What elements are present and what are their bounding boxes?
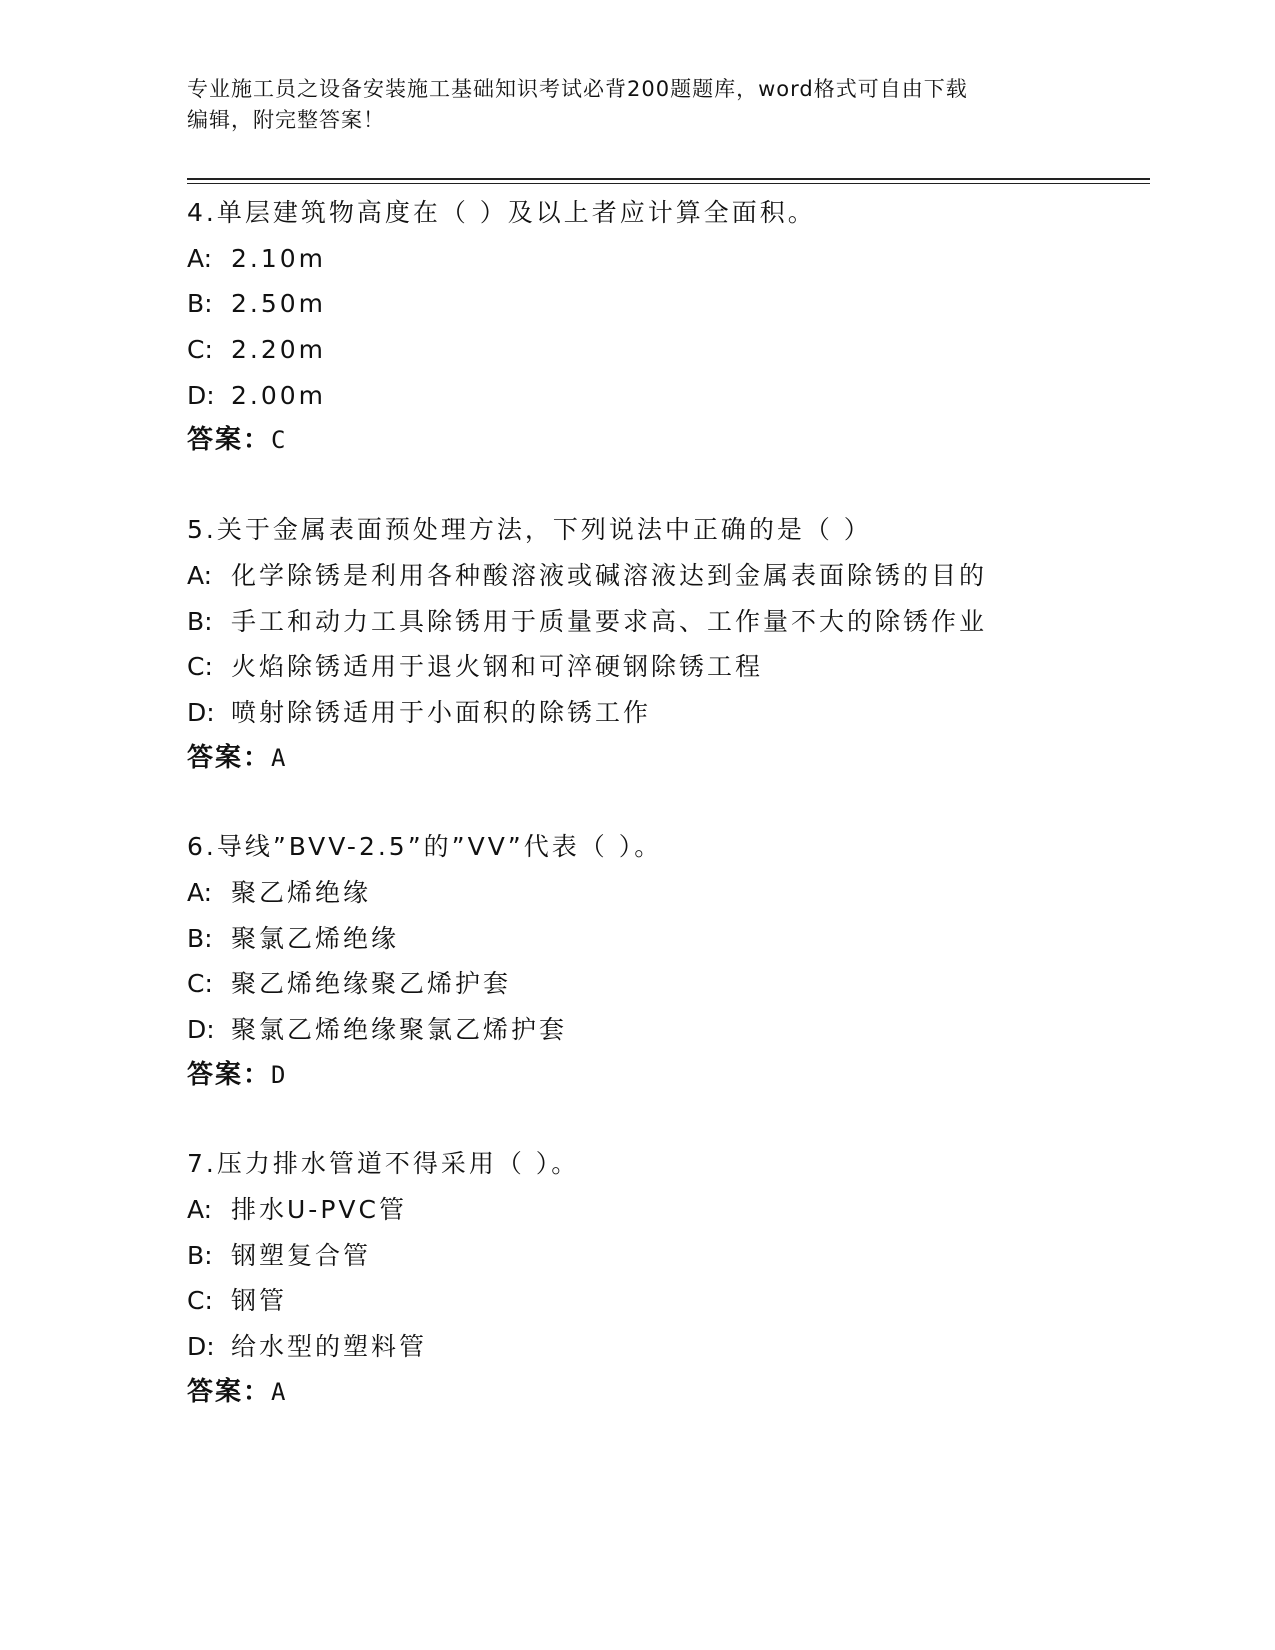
option-row bbox=[187, 961, 1147, 1007]
question-block bbox=[187, 1141, 1147, 1415]
question-block bbox=[187, 507, 1147, 781]
option-text: 聚氯乙烯绝缘聚氯乙烯护套 bbox=[231, 1015, 568, 1044]
option-row bbox=[187, 1187, 1147, 1233]
option-row bbox=[187, 644, 1147, 690]
option-text: 2.20m bbox=[231, 335, 327, 365]
option-letter: A: bbox=[187, 560, 213, 590]
option-text: 钢管 bbox=[231, 1286, 288, 1316]
option-text: 排水U-PVC管 bbox=[231, 1195, 407, 1225]
option-letter: B: bbox=[187, 606, 213, 636]
option-letter: C: bbox=[187, 652, 213, 682]
option-letter: D: bbox=[187, 1332, 215, 1362]
answer-value: D bbox=[271, 1060, 288, 1089]
question-stem: 7.压力排水管道不得采用（ ）。 bbox=[187, 1149, 580, 1179]
option-letter: A: bbox=[187, 243, 213, 273]
option-row bbox=[187, 1007, 1147, 1053]
header-line-1: 专业施工员之设备安装施工基础知识考试必背200题题库，word格式可自由下载 bbox=[187, 77, 968, 101]
option-row bbox=[187, 690, 1147, 736]
option-letter: B: bbox=[187, 289, 213, 319]
option-letter: C: bbox=[187, 335, 213, 365]
option-letter: B: bbox=[187, 1240, 213, 1270]
option-text: 化学除锈是利用各种酸溶液或碱溶液达到金属表面除锈的目的 bbox=[231, 560, 988, 590]
question-list bbox=[187, 190, 1147, 1459]
option-row bbox=[187, 870, 1147, 916]
option-row bbox=[187, 1324, 1147, 1370]
header-divider-thin bbox=[187, 183, 1150, 184]
option-letter: D: bbox=[187, 697, 215, 727]
question-block bbox=[187, 824, 1147, 1098]
header-divider-thick bbox=[187, 178, 1150, 180]
option-row bbox=[187, 916, 1147, 962]
option-row bbox=[187, 281, 1147, 327]
option-text: 2.00m bbox=[231, 380, 327, 410]
answer-row bbox=[187, 418, 1147, 464]
option-letter: B: bbox=[187, 923, 213, 953]
header-line-2: 编辑，附完整答案！ bbox=[187, 108, 385, 132]
answer-label: 答案： bbox=[187, 1376, 272, 1407]
answer-value: C bbox=[271, 426, 288, 455]
question-stem: 6.导线”BVV-2.5”的”VV”代表（ ）。 bbox=[187, 832, 663, 862]
question-block bbox=[187, 190, 1147, 464]
option-text: 聚乙烯绝缘 bbox=[231, 877, 372, 907]
answer-value: A bbox=[271, 743, 288, 772]
option-text: 2.50m bbox=[231, 289, 327, 319]
option-text: 聚乙烯绝缘聚乙烯护套 bbox=[231, 969, 512, 999]
document-header bbox=[187, 74, 1067, 136]
answer-row bbox=[187, 1053, 1147, 1099]
answer-label: 答案： bbox=[187, 1059, 272, 1090]
question-stem: 4.单层建筑物高度在（ ）及以上者应计算全面积。 bbox=[187, 198, 816, 227]
answer-value: A bbox=[271, 1377, 288, 1406]
option-letter: A: bbox=[187, 877, 213, 907]
option-text: 2.10m bbox=[231, 243, 327, 273]
option-letter: D: bbox=[187, 380, 215, 410]
answer-row bbox=[187, 1370, 1147, 1416]
option-letter: C: bbox=[187, 969, 213, 999]
answer-row bbox=[187, 736, 1147, 782]
option-text: 手工和动力工具除锈用于质量要求高、工作量不大的除锈作业 bbox=[231, 606, 988, 636]
option-letter: A: bbox=[187, 1195, 213, 1225]
option-row bbox=[187, 373, 1147, 419]
answer-label: 答案： bbox=[187, 742, 272, 773]
question-stem: 5.关于金属表面预处理方法，下列说法中正确的是（ ） bbox=[187, 515, 872, 545]
option-row bbox=[187, 553, 1147, 599]
option-row bbox=[187, 327, 1147, 373]
option-row bbox=[187, 1233, 1147, 1279]
answer-label: 答案： bbox=[187, 425, 272, 456]
option-row bbox=[187, 1278, 1147, 1324]
option-row bbox=[187, 236, 1147, 282]
option-letter: D: bbox=[187, 1015, 215, 1044]
option-text: 聚氯乙烯绝缘 bbox=[231, 923, 400, 953]
option-row bbox=[187, 599, 1147, 645]
option-letter: C: bbox=[187, 1286, 213, 1316]
option-text: 喷射除锈适用于小面积的除锈工作 bbox=[231, 697, 652, 727]
option-text: 火焰除锈适用于退火钢和可淬硬钢除锈工程 bbox=[231, 652, 764, 682]
option-text: 给水型的塑料管 bbox=[231, 1332, 428, 1362]
option-text: 钢塑复合管 bbox=[231, 1240, 372, 1270]
